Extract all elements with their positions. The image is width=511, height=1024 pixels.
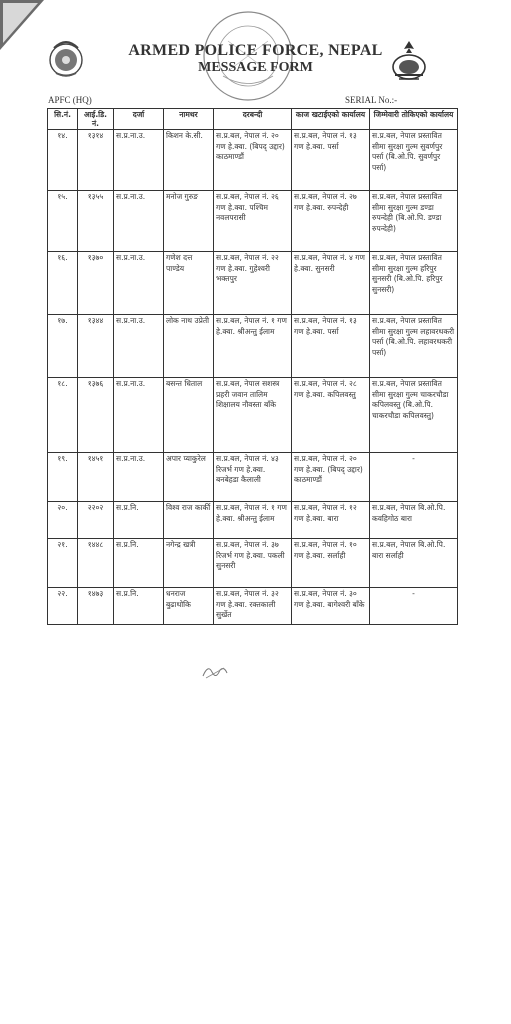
cell-id: १३५५ <box>78 191 114 252</box>
cell-sn: १६. <box>48 252 78 315</box>
cell-deployed: स.प्र.बल, नेपाल नं. १३ गण हे.क्वा. पर्सा <box>292 130 370 191</box>
cell-name: धनराज बुढाथोकि <box>164 588 214 625</box>
cell-name: विश्व राज कार्की <box>164 502 214 539</box>
cell-rank: स.प्र.ना.उ. <box>114 315 164 378</box>
form-subtitle: MESSAGE FORM <box>198 60 313 75</box>
cell-deployed: स.प्र.बल, नेपाल नं. १२ गण हे.क्वा. बारा <box>292 502 370 539</box>
cell-rank: स.प्र.नि. <box>114 539 164 588</box>
cell-sn: १९. <box>48 453 78 502</box>
cell-post: स.प्र.बल, नेपाल नं. १ गण हे.क्वा. श्रीअन्तु ईलाम <box>214 502 292 539</box>
cell-deployed: स.प्र.बल, नेपाल नं. २७ गण हे.क्वा. रुपन्देही <box>292 191 370 252</box>
table-header-row <box>48 109 458 130</box>
col-header-post: दरबन्दी <box>214 109 292 130</box>
cell-id: १३७६ <box>78 378 114 453</box>
cell-name: लोक नाथ उप्रेती <box>164 315 214 378</box>
col-header-rank: दर्जा <box>114 109 164 130</box>
cell-rank: स.प्र.ना.उ. <box>114 378 164 453</box>
cell-post: स.प्र.बल, नेपाल नं. १ गण हे.क्वा. श्रीअन्तु ईलाम <box>214 315 292 378</box>
cell-rank: स.प्र.ना.उ. <box>114 191 164 252</box>
cell-post: स.प्र.बल, नेपाल नं. २६ गण हे.क्वा. पश्चिम नवलपरासी <box>214 191 292 252</box>
table-row <box>48 252 458 315</box>
cell-responsibility: स.प्र.बल, नेपाल प्रस्तावित सीमा सुरक्षा गुल्म लहावरथकरी पर्सा (बि.ओ.पि. लहावरथकरी पर्सा) <box>370 315 458 378</box>
table-row <box>48 315 458 378</box>
col-header-deployed: काज खटाईएको कार्यालय <box>292 109 370 130</box>
cell-post: स.प्र.बल, नेपाल सशस्त्र प्रहरी जवान तालिम शिक्षालय नौवस्ता बाँके <box>214 378 292 453</box>
table-row <box>48 130 458 191</box>
cell-responsibility: स.प्र.बल, नेपाल बि.ओ.पि. कवहिगोठ बारा <box>370 502 458 539</box>
col-header-id: आई.डि. नं. <box>78 109 114 130</box>
table-row <box>48 502 458 539</box>
cell-name: किशन के.सी. <box>164 130 214 191</box>
col-header-responsibility: जिम्मेवारी तोकिएको कार्यालय <box>370 109 458 130</box>
cell-post: स.प्र.बल, नेपाल नं. २२ गण हे.क्वा. गुहेश्वरी भक्तपुर <box>214 252 292 315</box>
cell-sn: १५. <box>48 191 78 252</box>
table-row <box>48 191 458 252</box>
cell-id: १४५१ <box>78 453 114 502</box>
col-header-sn: सि.नं. <box>48 109 78 130</box>
serial-label: SERIAL No.:- <box>345 95 398 105</box>
cell-id: १३४४ <box>78 315 114 378</box>
cell-id: १३७० <box>78 252 114 315</box>
cell-responsibility: स.प्र.बल, नेपाल प्रस्तावित सीमा सुरक्षा गुल्म चाकरचौडा कपिलवस्तु (बि.ओ.पि. चाकरचौडा कपिलवस्तु) <box>370 378 458 453</box>
transfer-table <box>47 108 458 625</box>
cell-post: स.प्र.बल, नेपाल नं. ३२ गण हे.क्वा. रक्तकाली सुर्खेत <box>214 588 292 625</box>
cell-deployed: स.प्र.बल, नेपाल नं. ४ गण हे.क्वा. सुनसरी <box>292 252 370 315</box>
cell-deployed: स.प्र.बल, नेपाल नं. २० गण हे.क्वा. (बिपद् उद्दार) काठमाण्डौं <box>292 453 370 502</box>
cell-id: १४४८ <box>78 539 114 588</box>
form-title: ARMED POLICE FORCE, NEPAL <box>128 42 383 59</box>
cell-sn: २०. <box>48 502 78 539</box>
cell-name: गणेश दत्त पाण्डेय <box>164 252 214 315</box>
cell-id: २२०२ <box>78 502 114 539</box>
cell-rank: स.प्र.ना.उ. <box>114 130 164 191</box>
table-row <box>48 588 458 625</box>
cell-sn: २२. <box>48 588 78 625</box>
cell-responsibility: स.प्र.बल, नेपाल बि.ओ.पि. बारा सर्लाही <box>370 539 458 588</box>
cell-responsibility: स.प्र.बल, नेपाल प्रस्तावित सीमा सुरक्षा गुल्म डण्डा रुपन्देही (बि.ओ.पि. डण्डा रुपन्देही) <box>370 191 458 252</box>
cell-rank: स.प्र.ना.उ. <box>114 453 164 502</box>
cell-responsibility: - <box>370 453 458 502</box>
cell-sn: २१. <box>48 539 78 588</box>
cell-name: बसन्त धिताल <box>164 378 214 453</box>
cell-responsibility: - <box>370 588 458 625</box>
table-row <box>48 539 458 588</box>
cell-responsibility: स.प्र.बल, नेपाल प्रस्तावित सीमा सुरक्षा गुल्म सुवर्णपुर पर्सा (बि.ओ.पि. सुवर्णपुर पर्सा) <box>370 130 458 191</box>
cell-sn: १४. <box>48 130 78 191</box>
office-label: APFC (HQ) <box>48 95 92 105</box>
cell-id: १३१४ <box>78 130 114 191</box>
cell-id: १४७३ <box>78 588 114 625</box>
cell-deployed: स.प्र.बल, नेपाल नं. १३ गण हे.क्वा. पर्सा <box>292 315 370 378</box>
handwritten-signature <box>200 660 232 682</box>
cell-name: अपार प्याकुरेल <box>164 453 214 502</box>
table-row <box>48 453 458 502</box>
cell-sn: १८. <box>48 378 78 453</box>
cell-sn: १७. <box>48 315 78 378</box>
cell-deployed: स.प्र.बल, नेपाल नं. २८ गण हे.क्वा. कपिलवस्तु <box>292 378 370 453</box>
cell-deployed: स.प्र.बल, नेपाल नं. १० गण हे.क्वा. सर्लाही <box>292 539 370 588</box>
cell-name: मनोज गुरुङ <box>164 191 214 252</box>
cell-post: स.प्र.बल, नेपाल नं. २० गण हे.क्वा. (बिपद् उद्दार) काठमाण्डौं <box>214 130 292 191</box>
cell-responsibility: स.प्र.बल, नेपाल प्रस्तावित सीमा सुरक्षा गुल्म हरिपुर सुनसरी (बि.ओ.पि. हरिपुर सुनसरी) <box>370 252 458 315</box>
cell-name: नगेन्द्र खत्री <box>164 539 214 588</box>
cell-post: स.प्र.बल, नेपाल नं. ४३ रिजर्भ गण हे.क्वा. बनबेहडा कैलाली <box>214 453 292 502</box>
cell-rank: स.प्र.नि. <box>114 588 164 625</box>
cell-deployed: स.प्र.बल, नेपाल नं. ३० गण हे.क्वा. बागेश्वरी बाँके <box>292 588 370 625</box>
table-row <box>48 378 458 453</box>
cell-rank: स.प्र.ना.उ. <box>114 252 164 315</box>
cell-post: स.प्र.बल, नेपाल नं. ३७ रिजर्भ गण हे.क्वा. पकली सुनसरी <box>214 539 292 588</box>
col-header-name: नामथर <box>164 109 214 130</box>
cell-rank: स.प्र.नि. <box>114 502 164 539</box>
